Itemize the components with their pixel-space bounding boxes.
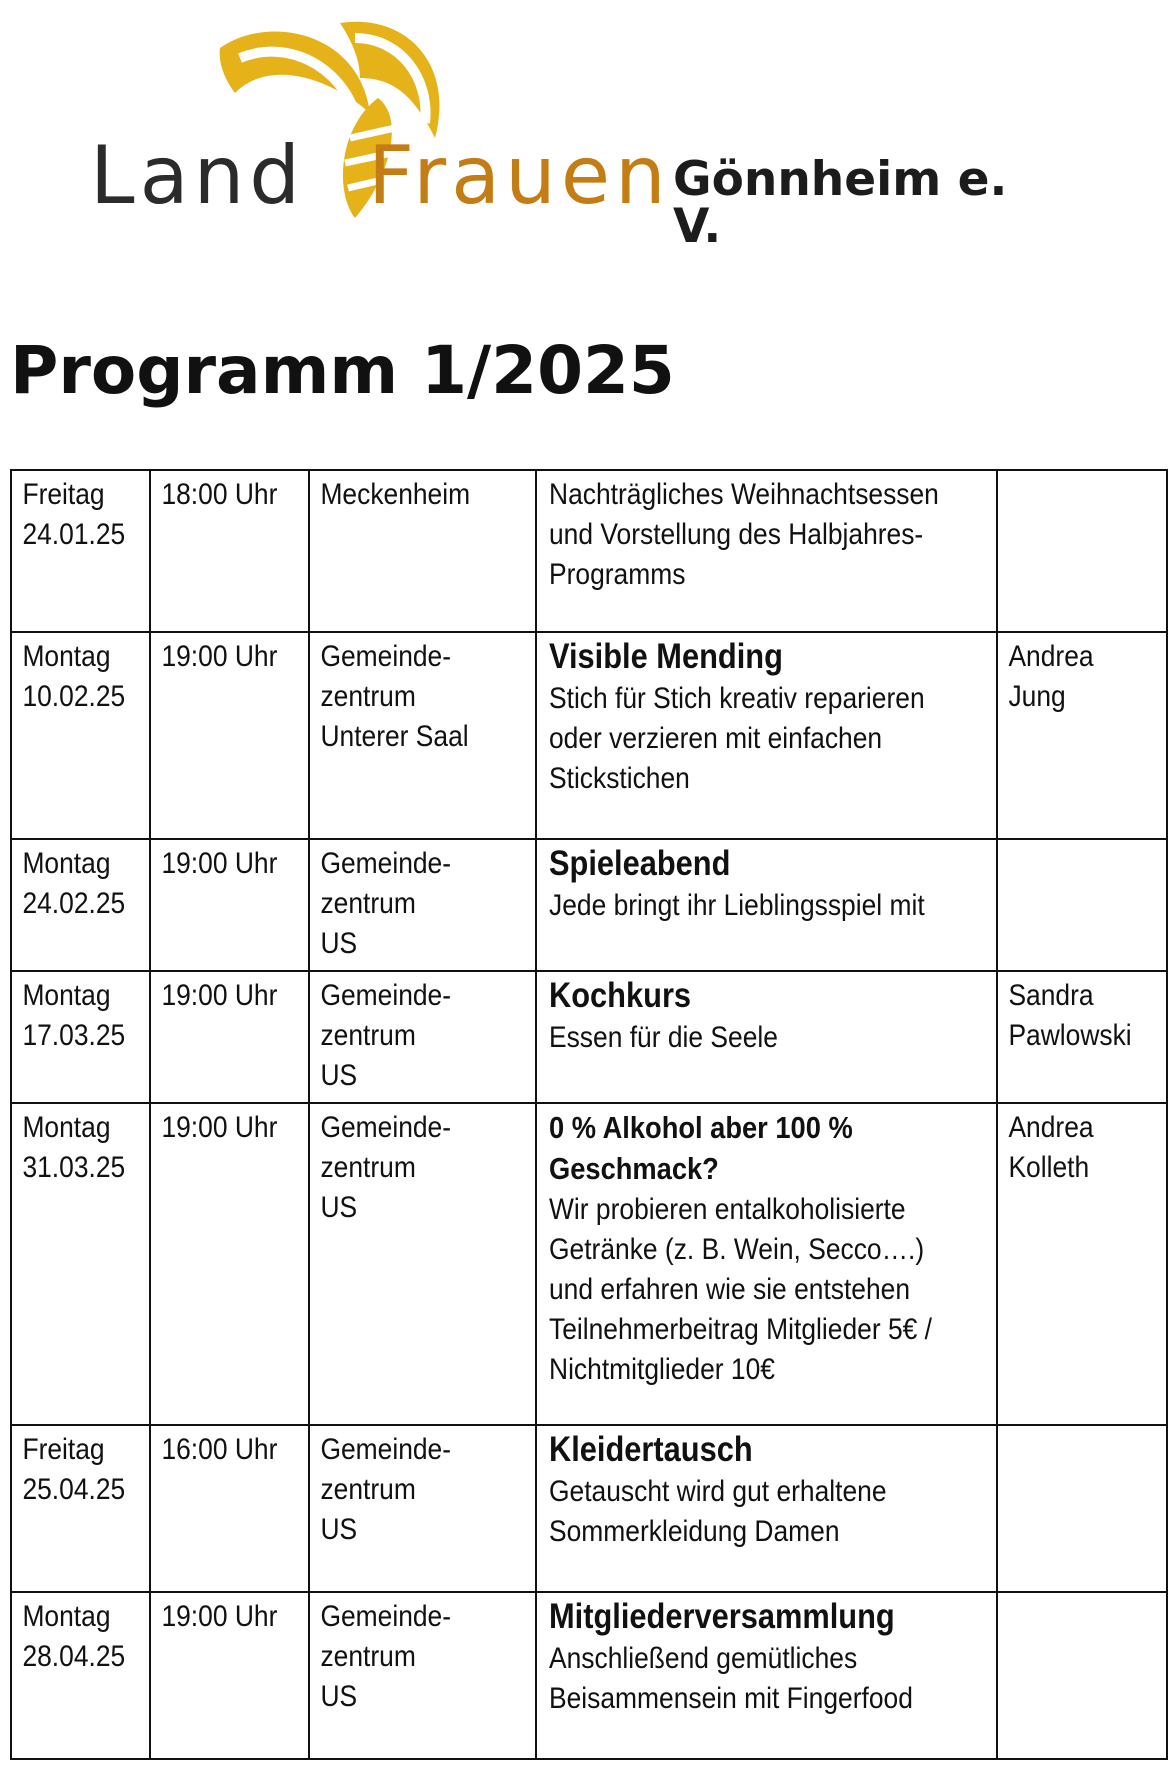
event-description: Stich für Stich kreativ reparieren oder verzieren mit einfachen Stickstichen	[549, 682, 925, 795]
event-description-cell	[536, 470, 997, 632]
logo-frauen-text: Frauen	[368, 129, 671, 222]
event-day: Freitag 24.01.25	[11, 470, 133, 632]
event-host: Sandra Pawlowski	[997, 971, 1147, 1103]
event-day: Montag 24.02.25	[11, 839, 133, 971]
event-place: Gemeinde- zentrum US	[309, 1103, 509, 1425]
page-title: Programm 1/2025	[10, 332, 675, 409]
event-description: Anschließend gemütliches Beisammensein mit Fingerfood	[549, 1642, 913, 1715]
event-time: 19:00 Uhr	[150, 971, 290, 1103]
event-place: Gemeinde- zentrum US	[309, 839, 509, 971]
event-description: Getauscht wird gut erhaltene Sommerkleidung Damen	[549, 1475, 887, 1548]
event-title: 0 % Alkohol aber 100 % Geschmack?	[549, 1110, 853, 1186]
program-table	[10, 469, 1168, 1760]
event-description-cell	[536, 1592, 997, 1759]
event-day: Montag 10.02.25	[11, 632, 133, 839]
event-title: Spieleabend	[549, 844, 731, 883]
event-place: Gemeinde- zentrum US	[309, 1425, 509, 1592]
event-title: Mitgliederversammlung	[549, 1597, 895, 1636]
event-host	[997, 470, 1147, 632]
event-host	[997, 839, 1147, 971]
event-description-cell	[536, 1425, 997, 1592]
logo	[90, 18, 1070, 254]
table-row	[11, 470, 1167, 632]
event-description-cell	[536, 971, 997, 1103]
event-time: 19:00 Uhr	[150, 632, 290, 839]
table-row	[11, 1425, 1167, 1592]
event-host	[997, 1425, 1147, 1592]
event-description-cell	[536, 632, 997, 839]
event-time: 19:00 Uhr	[150, 1592, 290, 1759]
event-description: Essen für die Seele	[549, 1021, 778, 1054]
logo-subtitle: Gönnheim e. V.	[673, 152, 1008, 254]
event-description-cell	[536, 1103, 997, 1425]
event-day: Montag 17.03.25	[11, 971, 133, 1103]
logo-land-text: Land	[90, 129, 306, 222]
event-description: Wir probieren entalkoholisierte Getränke (z. B. Wein, Secco….) und erfahren wie sie entstehen Teilnehmerbeitrag Mitglieder 5€ / Nichtmitglieder 10€	[549, 1193, 933, 1386]
event-place: Gemeinde- zentrum US	[309, 971, 509, 1103]
event-place: Meckenheim	[309, 470, 509, 632]
event-time: 19:00 Uhr	[150, 1103, 290, 1425]
event-description: Nachträgliches Weihnachtsessen und Vorstellung des Halbjahres- Programms	[549, 478, 939, 591]
event-description: Jede bringt ihr Lieblingsspiel mit	[549, 889, 925, 922]
event-host: Andrea Jung	[997, 632, 1147, 839]
event-time: 19:00 Uhr	[150, 839, 290, 971]
event-host	[997, 1592, 1147, 1759]
event-day: Freitag 25.04.25	[11, 1425, 133, 1592]
table-row	[11, 1592, 1167, 1759]
table-row	[11, 1103, 1167, 1425]
table-row	[11, 971, 1167, 1103]
event-title: Kochkurs	[549, 976, 692, 1015]
event-time: 18:00 Uhr	[150, 470, 290, 632]
event-title: Visible Mending	[549, 637, 783, 676]
event-day: Montag 28.04.25	[11, 1592, 133, 1759]
event-day: Montag 31.03.25	[11, 1103, 133, 1425]
table-row	[11, 632, 1167, 839]
event-place: Gemeinde- zentrum US	[309, 1592, 509, 1759]
event-place: Gemeinde- zentrum Unterer Saal	[309, 632, 509, 839]
table-row	[11, 839, 1167, 971]
event-title: Kleidertausch	[549, 1430, 753, 1469]
event-host: Andrea Kolleth	[997, 1103, 1147, 1425]
event-time: 16:00 Uhr	[150, 1425, 290, 1592]
event-description-cell	[536, 839, 997, 971]
